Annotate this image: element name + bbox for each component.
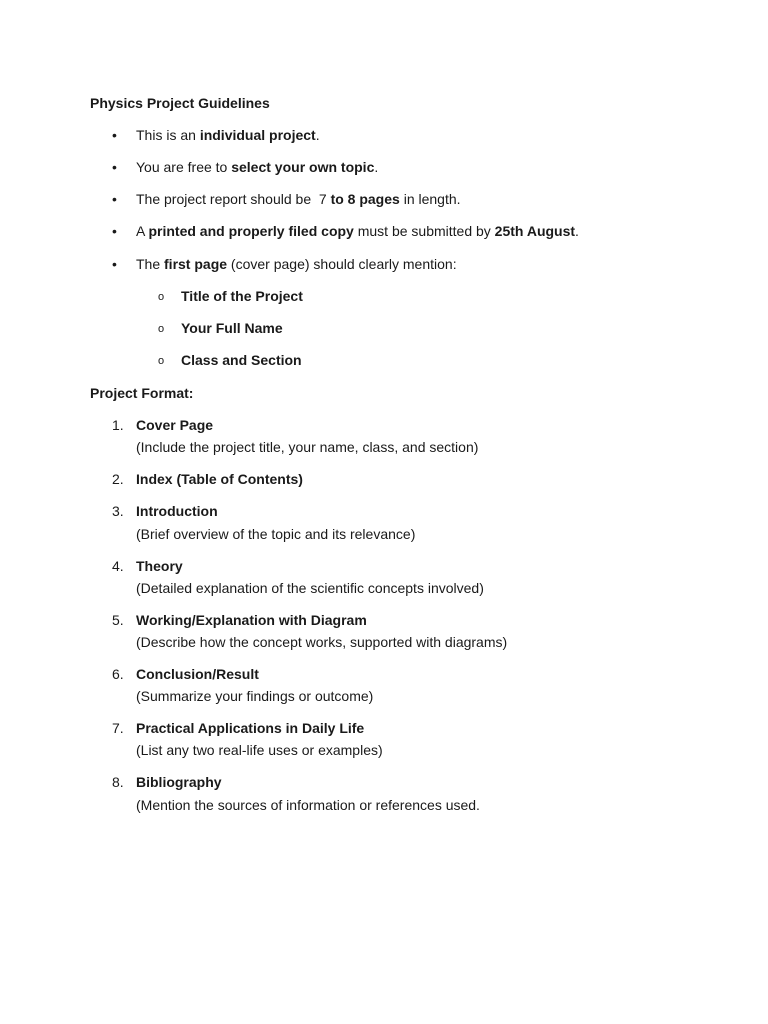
format-item-desc: (Include the project title, your name, class, and section) xyxy=(136,439,479,455)
bullet-page-length: The project report should be 7 to 8 pages in length. xyxy=(136,191,461,207)
format-item-title: Introduction xyxy=(136,503,218,519)
bullet-glyph: • xyxy=(112,256,117,272)
bullet-glyph: • xyxy=(112,159,117,175)
bullet-glyph: • xyxy=(112,191,117,207)
list-number: 3. xyxy=(112,503,124,519)
sub-item-title: Title of the Project xyxy=(181,288,303,304)
bullet-submission: A printed and properly filed copy must be submitted by 25th August. xyxy=(136,223,579,239)
bullet-glyph: • xyxy=(112,127,117,143)
list-number: 8. xyxy=(112,774,124,790)
sub-bullet-glyph: o xyxy=(158,323,165,335)
bullet-first-page: The first page (cover page) should clearly mention: xyxy=(136,256,457,272)
list-number: 5. xyxy=(112,612,124,628)
format-item-title: Practical Applications in Daily Life xyxy=(136,720,365,736)
format-item-desc: (Mention the sources of information or references used. xyxy=(136,797,480,813)
format-item-title: Index (Table of Contents) xyxy=(136,471,303,487)
format-item-desc: (Detailed explanation of the scientific concepts involved) xyxy=(136,580,484,596)
list-number: 4. xyxy=(112,558,124,574)
format-item-title: Working/Explanation with Diagram xyxy=(136,612,367,628)
sub-bullet-glyph: o xyxy=(158,355,165,367)
format-item-desc: (Brief overview of the topic and its relevance) xyxy=(136,526,416,542)
format-item-desc: (List any two real-life uses or examples) xyxy=(136,742,383,758)
format-item-title: Theory xyxy=(136,558,183,574)
bullet-own-topic: You are free to select your own topic. xyxy=(136,159,379,175)
list-number: 2. xyxy=(112,471,124,487)
list-number: 7. xyxy=(112,720,124,736)
format-item-desc: (Describe how the concept works, supported with diagrams) xyxy=(136,634,508,650)
format-item-title: Bibliography xyxy=(136,774,222,790)
format-item-title: Cover Page xyxy=(136,417,214,433)
format-item-title: Conclusion/Result xyxy=(136,666,259,682)
bullet-individual-project: This is an individual project. xyxy=(136,127,320,143)
list-number: 1. xyxy=(112,417,124,433)
format-item-desc: (Summarize your findings or outcome) xyxy=(136,688,374,704)
sub-item-class: Class and Section xyxy=(181,352,302,368)
document-title: Physics Project Guidelines xyxy=(90,95,270,111)
sub-bullet-glyph: o xyxy=(158,291,165,303)
sub-item-name: Your Full Name xyxy=(181,320,283,336)
format-heading: Project Format: xyxy=(90,385,194,401)
bullet-glyph: • xyxy=(112,223,117,239)
list-number: 6. xyxy=(112,666,124,682)
